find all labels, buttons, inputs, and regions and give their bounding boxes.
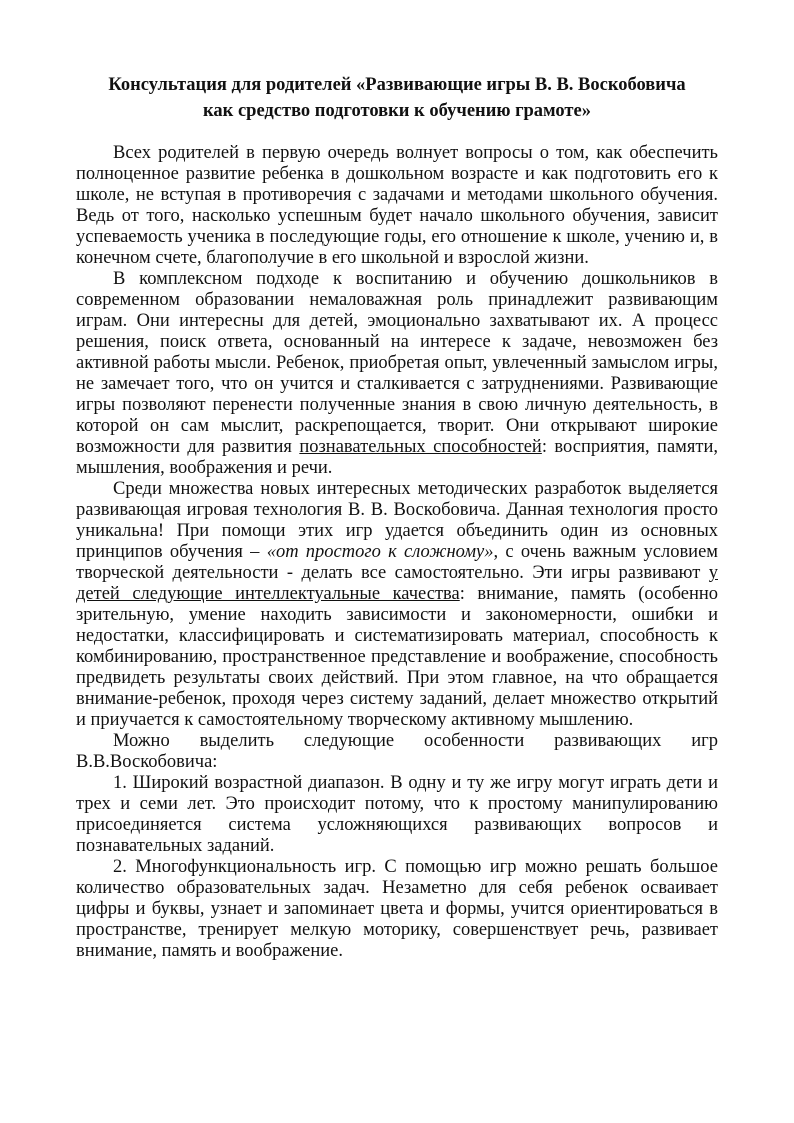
text-run: , с очень важным условием творческой деятельности - делать все самостоятельно. Эти игры развивают bbox=[76, 542, 718, 583]
document-body bbox=[76, 143, 718, 962]
text-run: у детей следующие интеллектуальные качества bbox=[76, 563, 718, 604]
text-run: познавательных способностей bbox=[299, 437, 542, 457]
text-run: 2. Многофункциональность игр. С помощью игр можно решать большое количество образовательных задач. Незаметно для себя ребенок осваивает цифры и буквы, узнает и запоминает цвета и формы, учится ориентироваться в пространстве, тренирует мелкую моторику, совершенствует речь, развивает внимание, память и воображение. bbox=[76, 857, 718, 961]
paragraph bbox=[76, 773, 718, 857]
paragraph bbox=[76, 269, 718, 479]
document-title-line1: Консультация для родителей «Развивающие игры В. В. Воскобовича bbox=[108, 75, 686, 95]
paragraph bbox=[76, 857, 718, 962]
text-run: «от простого к сложному» bbox=[266, 542, 494, 562]
text-run: : восприятия, памяти, мышления, воображения и речи. bbox=[76, 437, 718, 478]
paragraph bbox=[76, 731, 718, 773]
text-run: Всех родителей в первую очередь волнует вопросы о том, как обеспечить полноценное развитие ребенка в дошкольном возрасте и как подготовить его к школе, не вступая в противоречия с задачами и методами школьного обучения. Ведь от того, насколько успешным будет начало школьного обучения, зависит успеваемость ученика в последующие годы, его отношение к школе, учению и, в конечном счете, благополучие в его школьной и взрослой жизни. bbox=[76, 143, 718, 268]
paragraph bbox=[76, 479, 718, 731]
document-title bbox=[76, 72, 718, 124]
document-title-line2: как средство подготовки к обучению грамоте» bbox=[203, 101, 591, 121]
text-run: 1. Широкий возрастной диапазон. В одну и ту же игру могут играть дети и трех и семи лет. Это происходит потому, что к простому манипулированию присоединяется система усложняющихся развивающих вопросов и познавательных заданий. bbox=[76, 773, 718, 856]
text-run: Можно выделить следующие особенности развивающих игр В.В.Воскобовича: bbox=[76, 731, 718, 772]
text-run: : внимание, память (особенно зрительную, умение находить зависимости и закономерности, ошибки и недостатки, классифицировать и систематизировать материал, способность к комбинированию, пространственное представление и воображение, способность предвидеть результаты своих действий. При этом главное, на что обращается внимание-ребенок, проходя через систему заданий, делает множество открытий и приучается к самостоятельному творческому активному мышлению. bbox=[76, 584, 719, 730]
text-run: В комплексном подходе к воспитанию и обучению дошкольников в современном образовании немаловажная роль принадлежит развивающим играм. Они интересны для детей, эмоционально захватывают их. А процесс решения, поиск ответа, основанный на интересе к задаче, невозможен без активной работы мысли. Ребенок, приобретая опыт, увлеченный замыслом игры, не замечает того, что он учится и сталкивается с затруднениями. Развивающие игры позволяют перенести полученные знания в свою личную деятельность, в которой он сам мыслит, раскрепощается, творит. Они открывают широкие возможности для развития bbox=[76, 269, 718, 457]
text-run: Среди множества новых интересных методических разработок выделяется развивающая игровая технология В. В. Воскобовича. Данная технология просто уникальна! При помощи этих игр удается объединить один из основных принципов обучения – bbox=[76, 479, 718, 562]
paragraph bbox=[76, 143, 718, 269]
